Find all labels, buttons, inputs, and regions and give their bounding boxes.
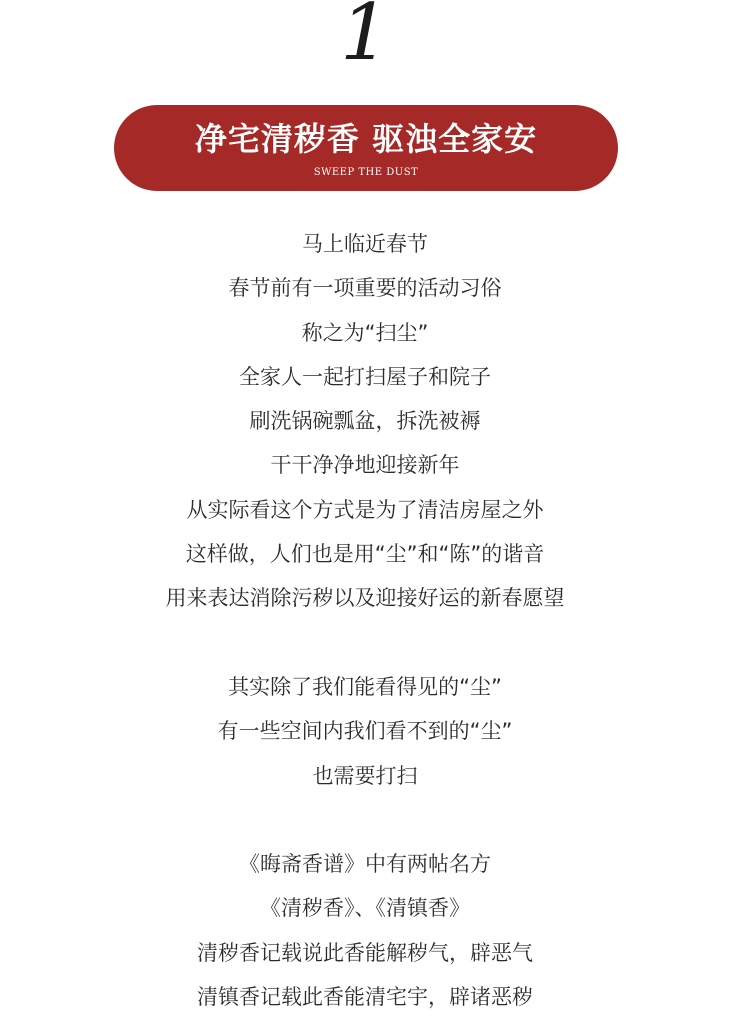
text-line: 干干净净地迎接新年 (270, 453, 460, 478)
text-line: 称之为“扫尘” (301, 320, 429, 345)
paragraph-gap (0, 798, 730, 842)
text-line: 从实际看这个方式是为了清洁房屋之外 (186, 497, 544, 522)
banner-subtitle: SWEEP THE DUST (313, 167, 419, 178)
text-line: 清秽香记载说此香能解秽气，辟恶气 (197, 940, 533, 965)
text-line: 用来表达消除污秽以及迎接好运的新春愿望 (165, 586, 565, 611)
paragraph (0, 842, 730, 1019)
text-line: 清镇香记载此香能清宅宇，辟诸恶秽 (197, 985, 533, 1010)
paragraph-gap (0, 621, 730, 665)
text-line: 《清秽香》、《清镇香》 (260, 896, 470, 921)
article-body (0, 222, 730, 1019)
text-line: 这样做，人们也是用“尘”和“陈”的谐音 (185, 542, 545, 567)
paragraph (0, 665, 730, 798)
text-line: 刷洗锅碗瓢盆，拆洗被褥 (249, 409, 481, 434)
text-line: 马上临近春节 (302, 232, 428, 256)
text-line: 其实除了我们能看得见的“尘” (228, 674, 502, 699)
text-line: 《晦斋香谱》中有两帖名方 (239, 852, 491, 877)
text-line: 全家人一起打扫屋子和院子 (239, 364, 491, 389)
text-line: 也需要打扫 (312, 763, 418, 788)
text-line: 春节前有一项重要的活动习俗 (228, 276, 502, 301)
text-line: 有一些空间内我们看不到的“尘” (217, 719, 513, 744)
paragraph (0, 222, 730, 621)
banner-title: 净宅清秽香 驱浊全家安 (194, 120, 538, 158)
title-banner (114, 105, 618, 191)
section-number: 1 (340, 0, 390, 78)
